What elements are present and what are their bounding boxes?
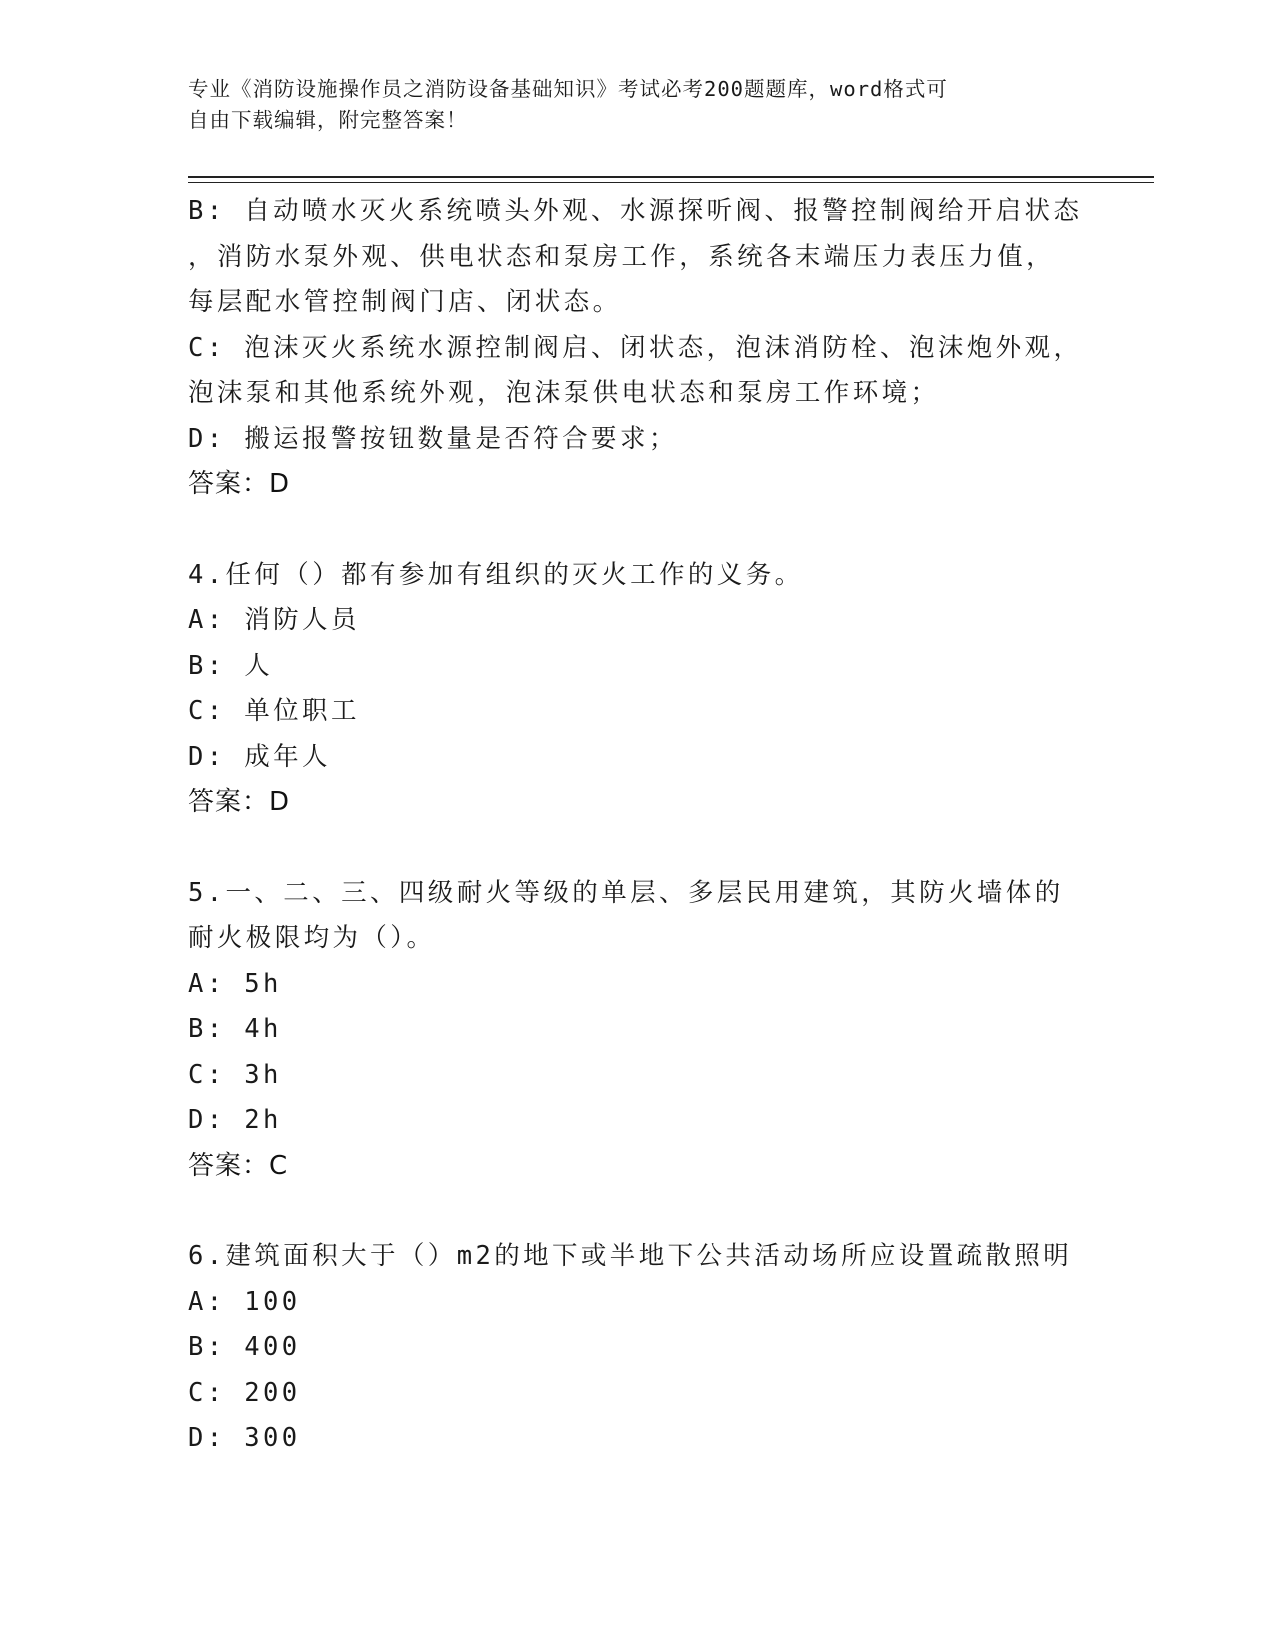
question-stem: 6.建筑面积大于（）m2的地下或半地下公共活动场所应设置疏散照明 (188, 1241, 1073, 1271)
question-5 (188, 871, 1088, 1190)
question-stem-line-2: 耐火极限均为（）。 (188, 923, 436, 953)
option-d: D: 成年人 (188, 741, 331, 772)
answer: 答案：C (188, 1150, 289, 1181)
question-list (188, 189, 1088, 1462)
question-4 (188, 553, 1088, 826)
option-d: D: 2h (188, 1105, 282, 1135)
option-b: B: 4h (188, 1014, 282, 1044)
header-divider-thick (188, 176, 1154, 178)
question-stem-line-1: 5.一、二、三、四级耐火等级的单层、多层民用建筑，其防火墙体的 (188, 877, 1064, 908)
option-d: D: 搬运报警按钮数量是否符合要求； (188, 423, 678, 454)
header-title-line-2: 自由下载编辑，附完整答案！ (188, 108, 468, 132)
header-divider-thin (188, 182, 1154, 183)
question-stem: 4.任何（）都有参加有组织的灭火工作的义务。 (188, 559, 804, 590)
option-c: C: 单位职工 (188, 696, 360, 726)
option-a: A: 100 (188, 1286, 301, 1317)
option-b: B: 400 (188, 1332, 301, 1362)
option-b-line-2: ，消防水泵外观、供电状态和泵房工作，系统各末端压力表压力值， (188, 241, 1056, 272)
answer: 答案：D (188, 469, 291, 499)
option-c: C: 200 (188, 1377, 301, 1408)
option-b-line-3: 每层配水管控制阀门店、闭状态。 (188, 287, 622, 317)
header-title-line-1: 专业《消防设施操作员之消防设备基础知识》考试必考200题题库，word格式可 (188, 77, 948, 101)
option-b: B: 人 (188, 650, 274, 681)
option-a: A: 消防人员 (188, 605, 360, 635)
option-c: C: 3h (188, 1059, 282, 1090)
answer: 答案：D (188, 787, 291, 817)
option-a: A: 5h (188, 968, 282, 999)
option-c-line-1: C: 泡沫灭火系统水源控制阀启、闭状态，泡沫消防栓、泡沫炮外观， (188, 332, 1083, 363)
question-3-continued (188, 189, 1088, 508)
option-c-line-2: 泡沫泵和其他系统外观，泡沫泵供电状态和泵房工作环境； (188, 378, 940, 408)
document-header (188, 74, 1088, 136)
question-6 (188, 1234, 1088, 1462)
option-b-line-1: B: 自动喷水灭火系统喷头外观、水源探听阀、报警控制阀给开启状态 (188, 196, 1083, 226)
option-d: D: 300 (188, 1423, 301, 1453)
